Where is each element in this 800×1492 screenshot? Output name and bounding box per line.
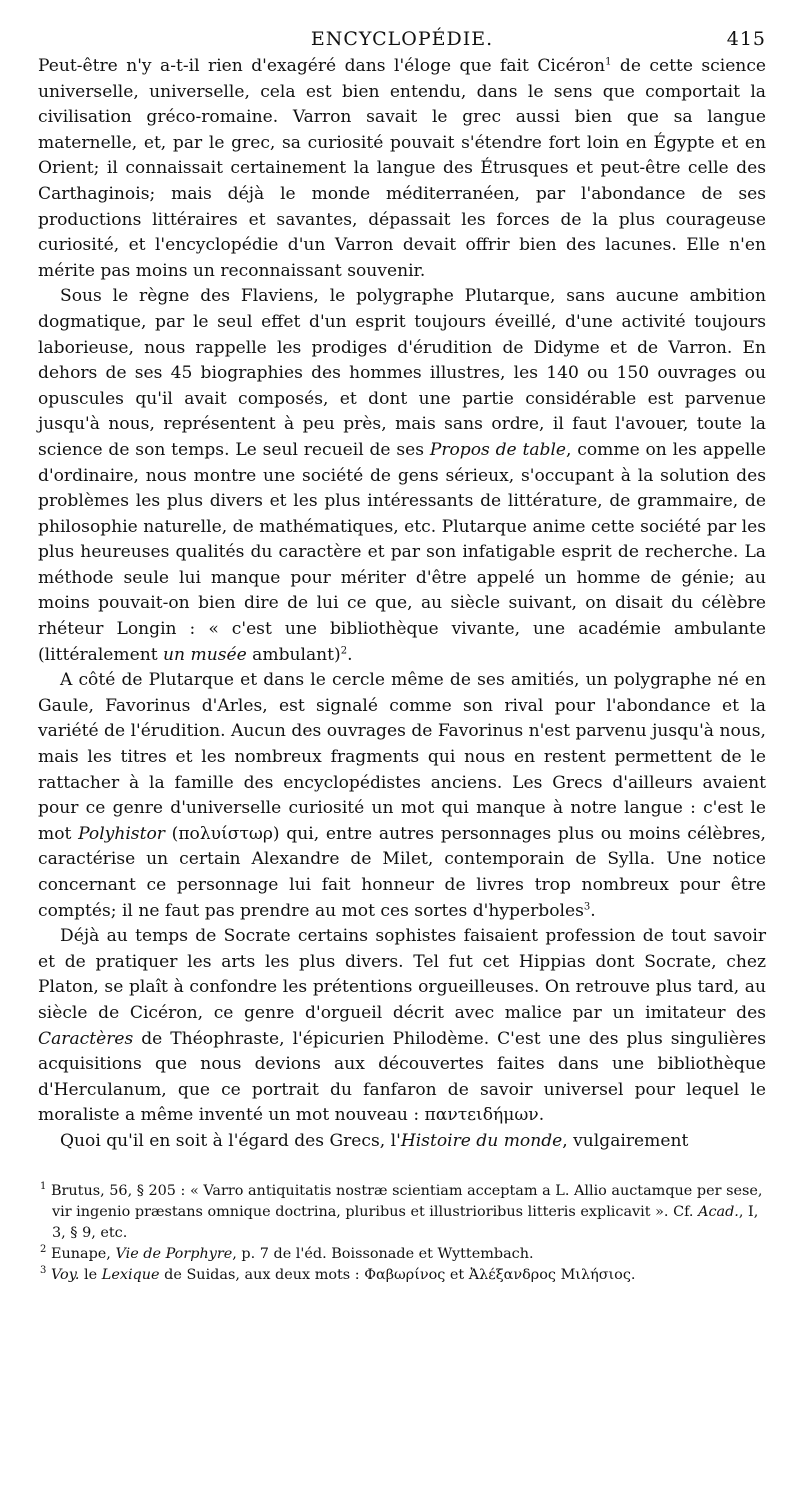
text-run: le <box>79 1266 102 1283</box>
paragraph-5 <box>38 1129 766 1155</box>
footnote-ref-1: 1 <box>605 56 612 68</box>
footnote-3 <box>38 1265 766 1286</box>
text-run: Déjà au temps de Socrate certains sophistes faisaient profession de tout savoir et de pratiquer les arts les plus divers. Tel fut cet Hippias dont Socrate, chez Platon, se plaît à confondre les prétentions orgueilleuses. On retrouve plus tard, au siècle de Cicéron, ce genre d'orgueil décrit avec malice par un imitateur des <box>38 926 766 1023</box>
italic-ref: Lexique <box>101 1266 160 1283</box>
text-run: ambulant) <box>246 644 341 665</box>
italic-phrase: un musée <box>163 644 247 665</box>
paragraph-4 <box>38 924 766 1129</box>
footnote-2 <box>38 1244 766 1265</box>
italic-ref: Voy. <box>50 1266 80 1283</box>
body-text <box>38 54 766 1155</box>
text-run: . <box>347 644 353 665</box>
footnotes <box>38 1181 766 1286</box>
text-run: , p. 7 de l'éd. Boissonade et Wyttembach. <box>232 1245 534 1262</box>
text-run: . <box>538 1105 545 1126</box>
text-run: de cette science universelle, universelle, cela est bien entendu, dans le sens que comportait la civilisation gréco-romaine. Varron savait le grec aussi bien que sa langue maternelle, et, par le grec, sa curiosité pouvait s'étendre fort loin en Égypte et en Orient; il connaissait certainement la langue des Étrusques et peut-être celle des Carthaginois; mais déjà le monde méditerranéen, par l'abondance de ses productions littéraires et savantes, dépassait les forces de la plus courageuse curiosité, et l'encyclopédie d'un Varron devait offrir bien des lacunes. Elle n'en mérite pas moins un reconnaissant souvenir. <box>38 56 767 281</box>
footnote-mark: 1 <box>40 1180 47 1192</box>
paragraph-3 <box>38 668 766 924</box>
text-run: Peut-être n'y a-t-il rien d'exagéré dans l'éloge que fait Cicéron <box>38 56 606 76</box>
text-run: de Suidas, aux deux mots : Φαβωρίνος et Ἀλέξανδρος Μιλήσιος. <box>159 1266 636 1283</box>
footnote-1 <box>38 1181 766 1244</box>
greek-term: (πολυίστωρ) <box>164 823 280 844</box>
running-head <box>38 28 766 54</box>
italic-title: Caractères <box>38 1028 134 1049</box>
italic-term: Polyhistor <box>78 823 165 844</box>
page-number: 415 <box>726 28 766 50</box>
text-run: , I, 3, § 9, etc. <box>52 1203 759 1241</box>
italic-title: Propos de table <box>429 439 567 460</box>
paragraph-2 <box>38 284 766 668</box>
italic-ref: Acad. <box>698 1203 739 1220</box>
text-run: , comme on les appelle d'ordinaire, nous montre une société de gens sérieux, s'occupant à la solution des problèmes les plus divers et les plus intéressants de littérature, de grammaire, de philosophie naturelle, de mathématiques, etc. Plutarque anime cette société par les plus heureuses qualités du caractère et par son infatigable esprit de recherche. La méthode seule lui manque pour mériter d'être appelé un homme de génie; au moins pouvait-on bien dire de lui ce que, au siècle suivant, on disait du célèbre rhéteur Longin : « c'est une bibliothèque vivante, une académie ambulante (littéralement <box>38 439 766 665</box>
text-run: de Théophraste, l'épicurien Philodème. C'est une des plus singulières acquisitions que nous devions aux découvertes faites dans une bibliothèque d'Herculanum, que ce portrait du fanfaron de savoir universel pour lequel le moraliste a même inventé un mot nouveau : <box>38 1028 766 1126</box>
paragraph-1 <box>38 54 766 284</box>
book-page <box>38 28 766 1286</box>
italic-ref: Vie de Porphyre <box>115 1245 233 1262</box>
text-run: Brutus, 56, § 205 : « Varro antiquitatis nostræ scientiam acceptam a L. Allio auctamque per sese, vir ingenio præstans omnique doctrina, pluribus et illustrioribus litteris explicavit ». Cf. <box>46 1182 763 1220</box>
footnote-mark: 2 <box>40 1243 47 1255</box>
footnote-ref-3: 3 <box>583 900 591 912</box>
text-run: Eunape, <box>46 1245 116 1262</box>
running-head-title: ENCYCLOPÉDIE. <box>310 28 494 50</box>
text-run: Quoi qu'il en soit à l'égard des Grecs, l' <box>60 1130 401 1151</box>
footnote-ref-2: 2 <box>340 644 348 656</box>
greek-term: παντειδήμων <box>424 1105 539 1126</box>
footnote-mark: 3 <box>40 1264 47 1276</box>
text-run: Sous le règne des Flaviens, le polygraphe Plutarque, sans aucune ambition dogmatique, par le seul effet d'un esprit toujours éveillé, d'une activité toujours laborieuse, nous rappelle les prodiges d'érudition de Didyme et de Varron. En dehors de ses 45 biographies des hommes illustres, les 140 ou 150 ouvrages ou opuscules qu'il avait composés, et dont une partie considérable est parvenue jusqu'à nous, représentent à peu près, mais sans ordre, il faut l'avouer, toute la science de son temps. Le seul recueil de ses <box>38 286 766 460</box>
italic-title: Histoire du monde <box>400 1130 563 1151</box>
text-run: . <box>590 900 596 921</box>
text-run: A côté de Plutarque et dans le cercle même de ses amitiés, un polygraphe né en Gaule, Favorinus d'Arles, est signalé comme son rival pour l'abondance et la variété de l'érudition. Aucun des ouvrages de Favorinus n'est parvenu jusqu'à nous, mais les titres et les nombreux fragments qui nous en restent permettent de le rattacher à la famille des encyclopédistes anciens. Les Grecs d'ailleurs avaient pour ce genre d'universelle curiosité un mot qui manque à notre langue : c'est le mot <box>38 670 766 844</box>
text-run: qui, entre autres personnages plus ou moins célèbres, caractérise un certain Alexandre de Milet, contemporain de Sylla. Une notice concernant ce personnage lui fait honneur de livres trop nombreux pour être comptés; il ne faut pas prendre au mot ces sortes d'hyperboles <box>38 823 766 921</box>
text-run: , vulgairement <box>562 1130 689 1151</box>
